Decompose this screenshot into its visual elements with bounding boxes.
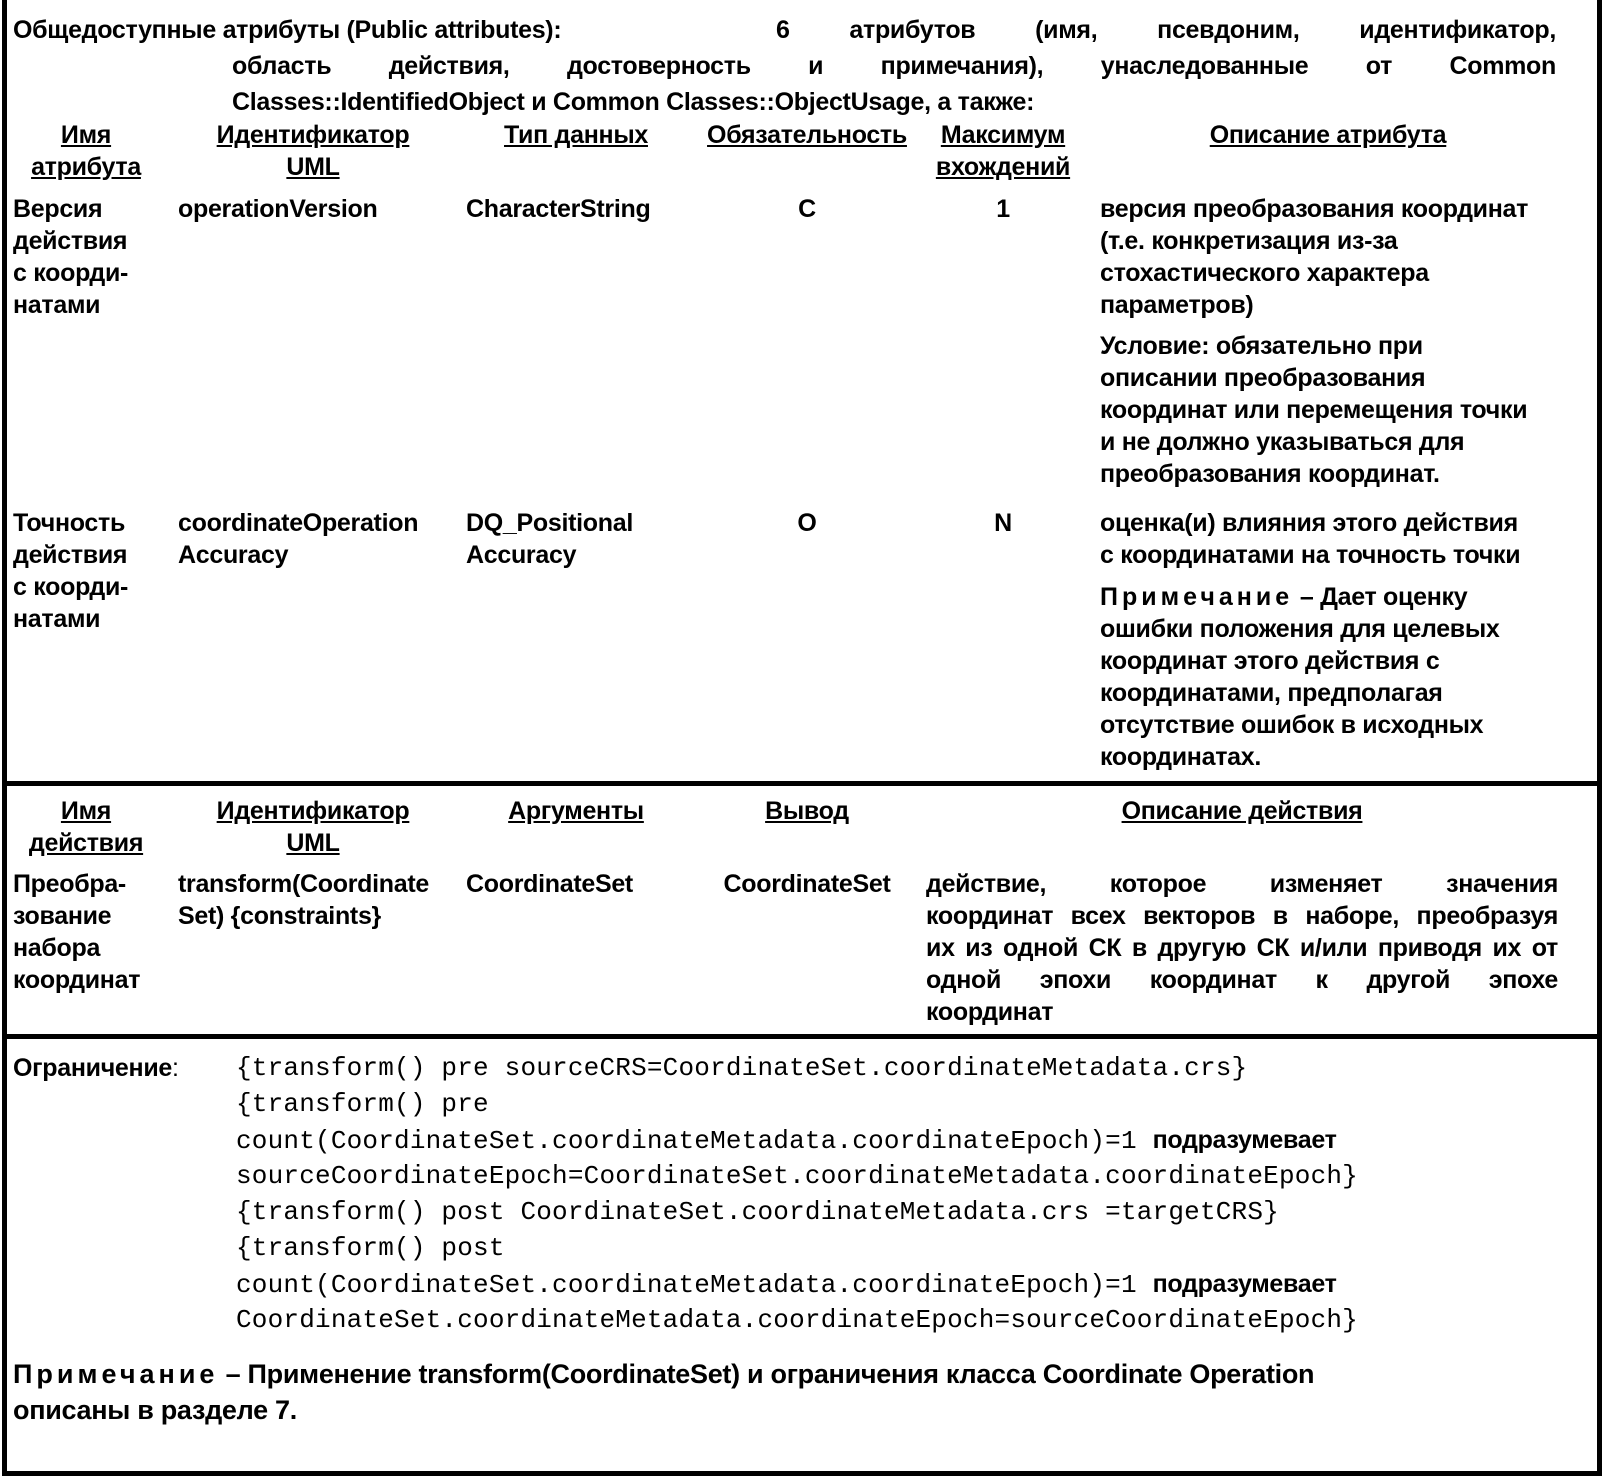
constraint-line-1: {transform() pre sourceCRS=CoordinateSet.coordinateMetadata.crs} <box>236 1053 1248 1083</box>
attributes-label: Общедоступные атрибуты (Public attributes): <box>13 16 562 44</box>
constraint-line-7: count(CoordinateSet.coordinateMetadata.coordinateEpoch)=1 подразумевает <box>236 1270 1337 1300</box>
constraint-label: Ограничение: <box>13 1054 179 1082</box>
table-row-1-uml: operationVersion <box>178 195 378 223</box>
constraint-line-8: CoordinateSet.coordinateMetadata.coordinateEpoch=sourceCoordinateEpoch} <box>236 1305 1358 1335</box>
header-attribute-description: Описание атрибута <box>1209 121 1447 149</box>
operation-row-name: Преобра- зование набора координат <box>13 870 141 994</box>
table-row-2-name: Точность действия с коорди- натами <box>13 509 129 633</box>
header-max-occurrence: Максимум вхождений <box>935 121 1071 181</box>
header-data-type: Тип данных <box>504 121 648 149</box>
constraint-line-2: {transform() pre <box>236 1089 489 1119</box>
constraint-line-4: sourceCoordinateEpoch=CoordinateSet.coordinateMetadata.coordinateEpoch} <box>236 1161 1358 1191</box>
table-row-1-type: CharacterString <box>466 195 651 223</box>
table-row-2-obligation: O <box>797 509 817 537</box>
attributes-intro-line-1: 6 атрибутов (имя, псевдоним, идентификатор, <box>776 16 1556 44</box>
footnote: Примечание – Применение transform(CoordinateSet) и ограничения класса Coordinate Operation описаны в разделе 7. <box>13 1359 1315 1425</box>
table-row-2-type: DQ_Positional Accuracy <box>466 509 633 569</box>
operation-row-output: CoordinateSet <box>723 870 891 898</box>
operation-row-description: действие, которое изменяет значения координат всех векторов в наборе, преобразуя их из одной СК в другую СК и/или приводя их от одной эпохи координат к другой эпохе координат <box>926 870 1558 1026</box>
attributes-intro-line-3: Classes::IdentifiedObject и Common Classes::ObjectUsage, а также: <box>232 88 1035 116</box>
constraint-line-5: {transform() post CoordinateSet.coordinateMetadata.crs =targetCRS} <box>236 1197 1279 1227</box>
constraint-line-3: count(CoordinateSet.coordinateMetadata.coordinateEpoch)=1 подразумевает <box>236 1126 1337 1156</box>
header-operation-description: Описание действия <box>1121 797 1363 825</box>
table-row-1-description: версия преобразования координат (т.е. конкретизация из-за стохастического характера параметров) <box>1100 195 1529 319</box>
constraint-line-6: {transform() post <box>236 1233 505 1263</box>
table-row-2-note: Примечание – Дает оценку ошибки положения для целевых координат этого действия с координатами, предполагая отсутствие ошибок в исходных координатах. <box>1100 583 1500 771</box>
operation-row-arguments: CoordinateSet <box>466 870 633 898</box>
header-operation-name: Имя действия <box>28 797 144 857</box>
section-divider-operations <box>2 1034 1602 1039</box>
table-row-1-condition: Условие: обязательно при описании преобразования координат или перемещения точки и не должно указываться для преобразования координат. <box>1100 332 1528 488</box>
operation-row-uml: transform(Coordinate Set) {constraints} <box>178 870 429 930</box>
table-row-1-obligation: C <box>798 195 816 223</box>
header-arguments: Аргументы <box>508 797 644 825</box>
table-row-2-description: оценка(и) влияния этого действия с координатами на точность точки <box>1100 509 1521 569</box>
table-row-1-max: 1 <box>996 195 1010 223</box>
header-obligation: Обязательность <box>707 121 907 149</box>
section-divider-attributes <box>2 781 1602 786</box>
note-label: Примечание <box>1100 583 1294 611</box>
footnote-label: Примечание <box>13 1359 219 1389</box>
header-output: Вывод <box>765 797 849 825</box>
table-row-2-uml: coordinateOperation Accuracy <box>178 509 419 569</box>
table-row-2-max: N <box>994 509 1012 537</box>
header-uml-identifier: Идентификатор UML <box>216 121 410 181</box>
table-row-1-name: Версия действия с коорди- натами <box>13 195 129 319</box>
attributes-intro-line-2: область действия, достоверность и примечания), унаследованные от Common <box>232 52 1556 80</box>
header-operation-uml: Идентификатор UML <box>216 797 410 857</box>
header-attribute-name: Имя атрибута <box>31 121 141 181</box>
